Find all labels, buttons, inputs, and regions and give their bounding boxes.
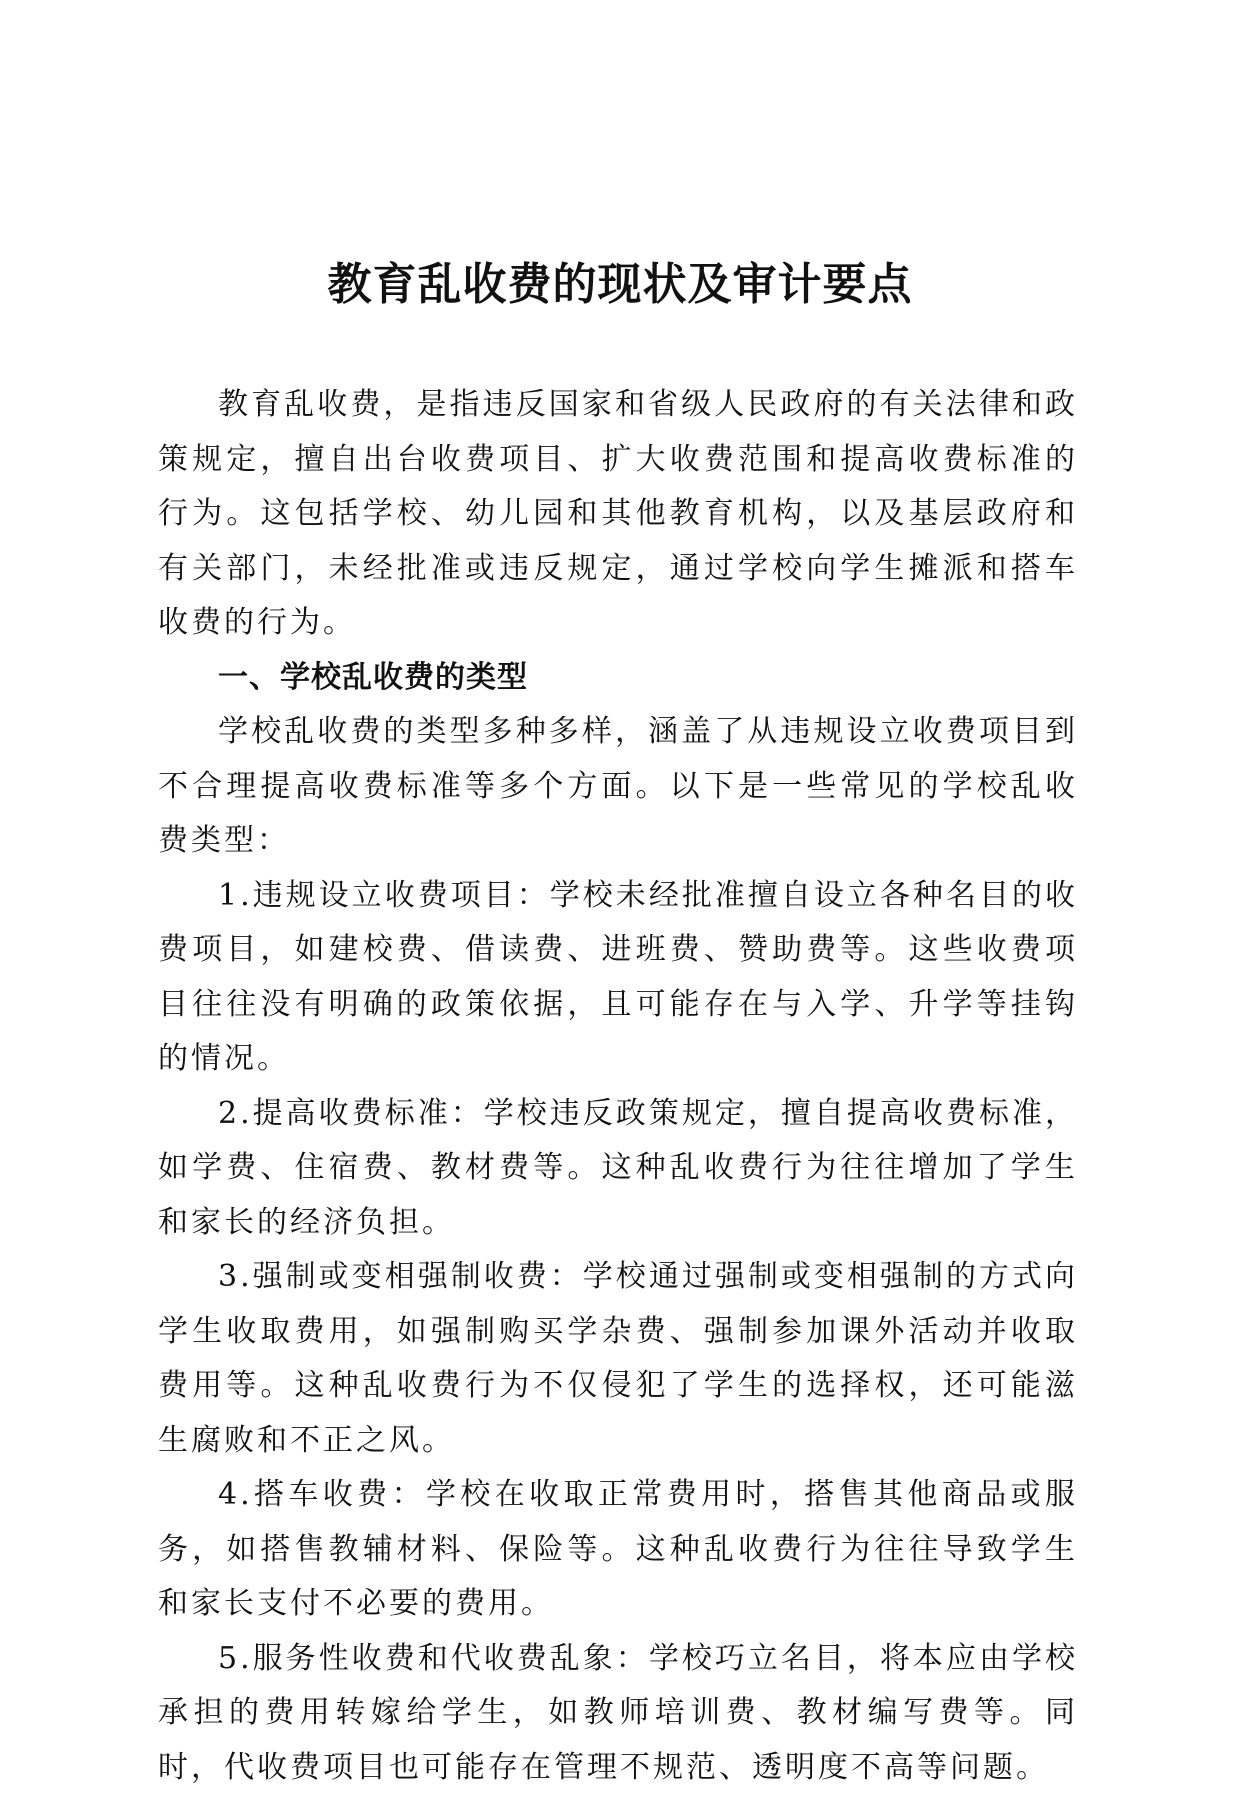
section-heading: 一、学校乱收费的类型 bbox=[158, 651, 1078, 706]
list-item: 2.提高收费标准：学校违反政策规定，擅自提高收费标准，如学费、住宿费、教材费等。这种乱收费行为往往增加了学生和家长的经济负担。 bbox=[158, 1087, 1078, 1251]
list-item: 1.违规设立收费项目：学校未经批准擅自设立各种名目的收费项目，如建校费、借读费、进班费、赞助费等。这些收费项目往往没有明确的政策依据，且可能存在与入学、升学等挂钩的情况。 bbox=[158, 869, 1078, 1087]
list-item: 3.强制或变相强制收费：学校通过强制或变相强制的方式向学生收取费用，如强制购买学杂费、强制参加课外活动并收取费用等。这种乱收费行为不仅侵犯了学生的选择权，还可能滋生腐败和不正之风。 bbox=[158, 1250, 1078, 1468]
document-body bbox=[158, 378, 1078, 1795]
intro-paragraph: 教育乱收费，是指违反国家和省级人民政府的有关法律和政策规定，擅自出台收费项目、扩大收费范围和提高收费标准的行为。这包括学校、幼儿园和其他教育机构，以及基层政府和有关部门，未经批准或违反规定，通过学校向学生摊派和搭车收费的行为。 bbox=[158, 378, 1078, 651]
list-item: 4.搭车收费：学校在收取正常费用时，搭售其他商品或服务，如搭售教辅材料、保险等。这种乱收费行为往往导致学生和家长支付不必要的费用。 bbox=[158, 1468, 1078, 1632]
document-title: 教育乱收费的现状及审计要点 bbox=[0, 255, 1240, 315]
list-item: 5.服务性收费和代收费乱象：学校巧立名目，将本应由学校承担的费用转嫁给学生，如教师培训费、教材编写费等。同时，代收费项目也可能存在管理不规范、透明度不高等问题。 bbox=[158, 1632, 1078, 1795]
section-intro-paragraph: 学校乱收费的类型多种多样，涵盖了从违规设立收费项目到不合理提高收费标准等多个方面。以下是一些常见的学校乱收费类型： bbox=[158, 705, 1078, 869]
